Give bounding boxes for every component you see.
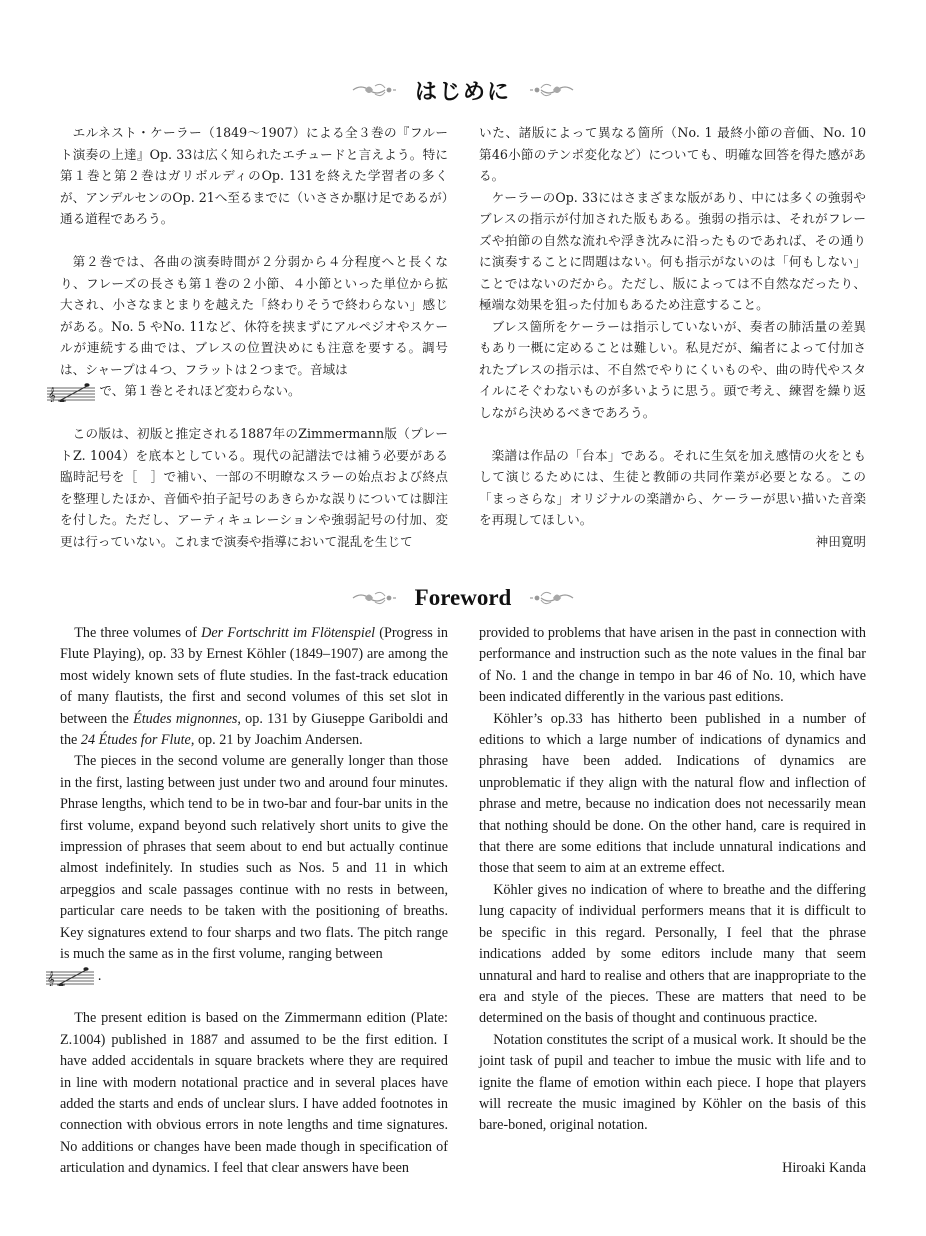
en-paragraph-3: The present edition is based on the Zimmermann edition (Plate: Z.1004) published in 1887 and assumed to be the first edition. I have added accidentals in square brackets where they are required in line with modern notational practice and in several places have added the starts and ends of unclear slurs. I have added footnotes in connection with obvious errors in note lengths and time signatures. No additions or changes have been made though in specification of articulation and dynamics. I feel that clear answers have been <box>60 1010 448 1177</box>
en-p2-text: The pieces in the second volume are generally longer than those in the first, lasting between just under two and around four minutes. Phrase lengths, which tend to be in two-bar and four-bar units in the first volume, expand beyond such relatively short units to give the impression of phrases that seem about to end but actually continue almost indefinitely. In studies such as Nos. 5 and 11 in which arpeggios and scale passages continue with no rests in between, particular care needs to be taken with the positioning of breaths. Key signatures extend to four sharps and two flats. The pitch range is much the same as in the first volume, ranging between <box>60 753 448 963</box>
en-paragraph-5: Köhler’s op.33 has hitherto been published in a number of editions to which a large number of indications of dynamics and phrasing have been added. Indications of dynamics are unproblematic if they align with the natural flow and inflection of phrase and metre, because no indication does not necessarily mean that nothing should be done. On the other hand, care is required in that there are some editions that include unnatural indications and those that seem to aim at an extreme effect. <box>479 710 866 877</box>
en-p1-title-1: Der Fortschritt im Flötenspiel <box>201 625 376 641</box>
en-paragraph-4: provided to problems that have arisen in the past in connection with performance and instruction such as the note values in the final bar of No. 1 and the change in tempo in bar 46 of No. 10, which have been indicated differently in the various past editions. <box>479 625 866 706</box>
en-p1-text-c: , op. 131 by Giuseppe Gariboldi and the <box>60 710 448 749</box>
english-heading <box>0 580 926 616</box>
japanese-right-column <box>479 122 866 552</box>
en-p1-text-d: , op. 21 by Joachim Andersen. <box>190 732 363 749</box>
ornament-right-icon <box>529 589 575 607</box>
ja-paragraph-7: 楽譜は作品の「台本」である。それに生気を加え感情の火をともして演じるためには、生徒と教師の共同作業が必要となる。この「まっさらな」オリジナルの楽譜から、ケーラーが思い描いた音楽を再現してほしい。 <box>479 447 866 527</box>
en-p1-title-2: Études mignonnes <box>133 710 238 727</box>
japanese-left-column <box>60 122 448 552</box>
ja-paragraph-2-tail: で、第１巻とそれほど変わらない。 <box>99 383 301 398</box>
ja-paragraph-5: ケーラーのOp. 33にはさまざまな版があり、中には多くの強弱やブレスの指示が付加された版もある。強弱の指示は、それがフレーズや拍節の自然な流れや浮き沈みに沿ったものであれば、その通りに演奏することに問題はない。何も指示がないのは「何もしない」ことではないのだから。ただし、版によっては不自然なだったり、極端な効果を狙った付加もあるため注意すること。 <box>479 189 866 312</box>
en-p1-title-3: 24 Études for Flute <box>80 732 191 749</box>
english-right-column <box>479 623 866 1179</box>
ornament-right-icon <box>529 81 575 99</box>
english-title: Foreword <box>414 585 512 610</box>
en-paragraph-7: Notation constitutes the script of a musical work. It should be the joint task of pupil and teacher to imbue the music with life and to ignite the flame of emotion within each piece. I hope that players will recreate the music imagined by Köhler on the basis of this bare-boned, original notation. <box>479 1031 866 1134</box>
en-p2-tail: . <box>97 967 102 984</box>
ja-signature: 神田寛明 <box>815 533 866 549</box>
ja-paragraph-4: いた、諸版によって異なる箇所（No. 1 最終小節の音価、No. 10 第46小節のテンポ変化など）についても、明確な回答を得た感がある。 <box>479 125 866 183</box>
en-signature: Hiroaki Kanda <box>782 1159 866 1176</box>
en-paragraph-2 <box>60 751 448 986</box>
ja-paragraph-3: この版は、初版と推定される1887年のZimmermann版（プレートZ. 1004）を底本としている。現代の記譜法では補う必要がある臨時記号を［ ］で補い、一部の不明瞭なスラーの始点および終点を整理したほか、音価や拍子記号のあきらかな誤りについては脚注を付した。ただし、アーティキュレーションや強弱記号の付加、変更は行っていない。これまで演奏や指導において混乱を生じて <box>60 426 448 549</box>
ornament-left-icon <box>351 81 397 99</box>
ja-paragraph-6: ブレス箇所をケーラーは指示していないが、奏者の肺活量の差異もあり一概に定めることは難しい。私見だが、編者によって付加されたブレスの指示は、不自然でやりにくいものや、曲の時代やスタイルにそぐわないものが多いように思う。頭で考え、練習を繰り返しながら決めるべきであろう。 <box>479 318 866 420</box>
en-paragraph-1 <box>60 623 448 751</box>
japanese-heading <box>0 72 926 108</box>
pitch-range-staff-icon <box>47 382 95 402</box>
pitch-range-staff-icon <box>46 966 94 986</box>
ornament-left-icon <box>351 589 397 607</box>
en-paragraph-6: Köhler gives no indication of where to breathe and the differing lung capacity of individual performers means that it is difficult to be specific in this regard. Personally, I feel that the phrase indications added by some editors include many that seem unnatural and hard to realise and others that are inappropriate to the era and style of the pieces. These are matters that need to be determined on the basis of thought and continuous practice. <box>479 881 866 1027</box>
ja-paragraph-1: エルネスト・ケーラー（1849〜1907）による全３巻の『フルート演奏の上達』Op. 33は広く知られたエチュードと言えよう。特に第１巻と第２巻はガリボルディのOp. 131を終えた学習者の多くが、アンデルセンのOp. 21へ至るまでに（いささか駆け足であるが）通る道程であろう。 <box>60 125 448 226</box>
ja-paragraph-2 <box>60 251 448 402</box>
en-p1-text-a: The three volumes of <box>74 625 202 641</box>
en-p1-text-b: (Progress in Flute Playing), op. 33 by Ernest Köhler (1849–1907) are among the most widely known sets of flute studies. In the fast-track education of many flautists, the first and second volumes of this set slot in between the <box>60 625 448 727</box>
ja-paragraph-2-text: 第２巻では、各曲の演奏時間が２分弱から４分程度へと長くなり、フレーズの長さも第１巻の２小節、４小節といった単位から拡大され、小さなまとまりを越えた「終わりそうで終わらない」感じがある。No. 5 やNo. 11など、休符を挟まずにアルペジオやスケールが連続する曲では、ブレスの位置決めにも注意を要する。調号は、シャープは４つ、フラットは２つまで。音域は <box>60 254 448 377</box>
japanese-title: はじめに <box>414 78 511 105</box>
english-left-column <box>60 623 448 1180</box>
